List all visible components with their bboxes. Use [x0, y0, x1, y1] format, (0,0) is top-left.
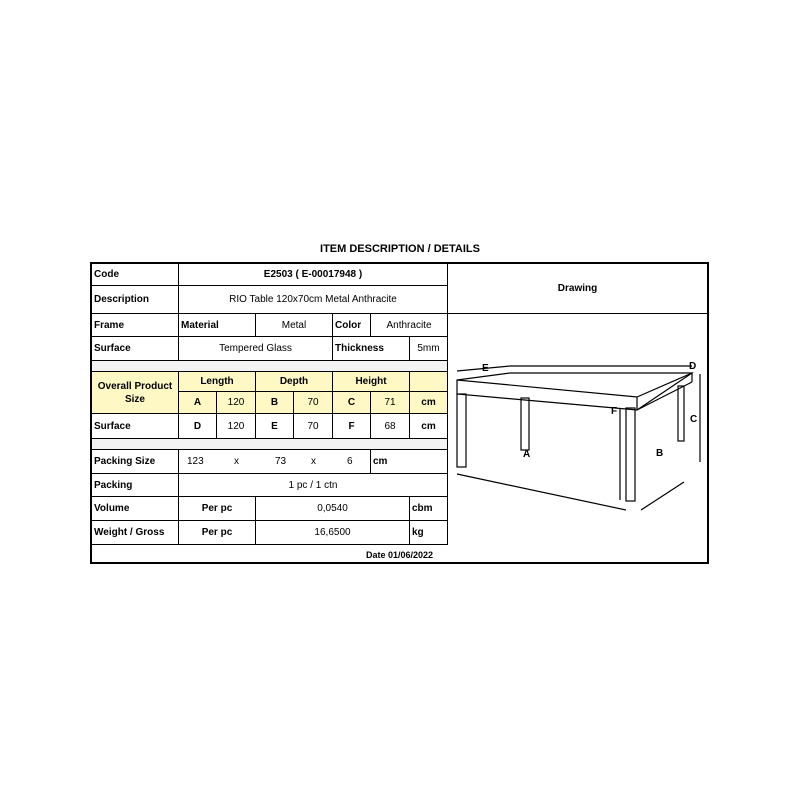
surface-value-f: 68	[371, 414, 410, 439]
dim-label-f: F	[611, 406, 618, 417]
dim-label-b: B	[656, 448, 664, 459]
surface-letter-e: E	[256, 414, 294, 439]
table-top-front-edge	[457, 380, 637, 397]
packing-x-2: x	[311, 456, 316, 467]
length-header: Length	[179, 372, 256, 392]
material-label: Material	[179, 314, 256, 337]
table-leg-front-left	[457, 394, 466, 467]
material-value: Metal	[256, 314, 333, 337]
drawing-header: Drawing	[448, 264, 707, 314]
packing-x-1: x	[234, 456, 239, 467]
page-title: ITEM DESCRIPTION / DETAILS	[320, 243, 480, 255]
thickness-label: Thickness	[333, 337, 410, 361]
dim-label-e: E	[482, 363, 489, 374]
surface-value-e: 70	[294, 414, 333, 439]
overall-value-b: 70	[294, 392, 333, 414]
surface-label: Surface	[92, 337, 179, 361]
surface-dims-label: Surface	[92, 414, 179, 439]
table-leg-back-right	[678, 386, 684, 441]
overall-size-label	[92, 372, 179, 414]
weight-unit: kg	[410, 521, 448, 545]
code-value: E2503 ( E-00017948 )	[179, 264, 448, 286]
depth-header: Depth	[256, 372, 333, 392]
weight-value: 16,6500	[256, 521, 410, 545]
surface-letter-f: F	[333, 414, 371, 439]
color-value: Anthracite	[371, 314, 448, 337]
table-drawing	[448, 314, 707, 545]
overall-letter-c: C	[333, 392, 371, 414]
weight-per: Per pc	[179, 521, 256, 545]
overall-size-label-line2: Size	[124, 393, 145, 405]
dim-label-a: A	[523, 449, 531, 460]
packing-label: Packing	[92, 474, 179, 497]
packing-length: 123	[187, 456, 204, 467]
volume-per: Per pc	[179, 497, 256, 521]
table-leg-back-left	[521, 398, 529, 450]
volume-label: Volume	[92, 497, 179, 521]
overall-letter-a: A	[179, 392, 217, 414]
thickness-value: 5mm	[410, 337, 448, 361]
details-table	[90, 262, 709, 564]
description-value: RIO Table 120x70cm Metal Anthracite	[179, 286, 448, 314]
row-spacer	[92, 361, 448, 372]
table-leg-front-right	[626, 408, 635, 501]
packing-value: 1 pc / 1 ctn	[179, 474, 448, 497]
surface-value: Tempered Glass	[179, 337, 333, 361]
surface-dims-unit: cm	[410, 414, 448, 439]
packing-depth: 73	[275, 456, 287, 467]
overall-unit: cm	[410, 392, 448, 414]
packing-size-unit: cm	[371, 450, 448, 474]
dim-label-c: C	[690, 414, 698, 425]
volume-value: 0,0540	[256, 497, 410, 521]
dim-a-line	[457, 474, 626, 510]
dim-label-d: D	[689, 361, 697, 372]
date-footer: Date 01/06/2022	[365, 549, 434, 560]
weight-label: Weight / Gross	[92, 521, 179, 545]
color-label: Color	[333, 314, 371, 337]
overall-letter-b: B	[256, 392, 294, 414]
row-spacer	[92, 439, 448, 450]
packing-height: 6	[347, 456, 353, 467]
volume-unit: cbm	[410, 497, 448, 521]
surface-value-d: 120	[217, 414, 256, 439]
frame-label: Frame	[92, 314, 179, 337]
unit-header-blank	[410, 372, 448, 392]
code-label: Code	[92, 264, 179, 286]
packing-size-values	[179, 450, 371, 474]
description-label: Description	[92, 286, 179, 314]
overall-value-a: 120	[217, 392, 256, 414]
surface-letter-d: D	[179, 414, 217, 439]
overall-value-c: 71	[371, 392, 410, 414]
height-header: Height	[333, 372, 410, 392]
packing-size-label: Packing Size	[92, 450, 179, 474]
dim-b-line	[641, 482, 684, 510]
overall-size-label-line1: Overall Product	[97, 380, 173, 392]
